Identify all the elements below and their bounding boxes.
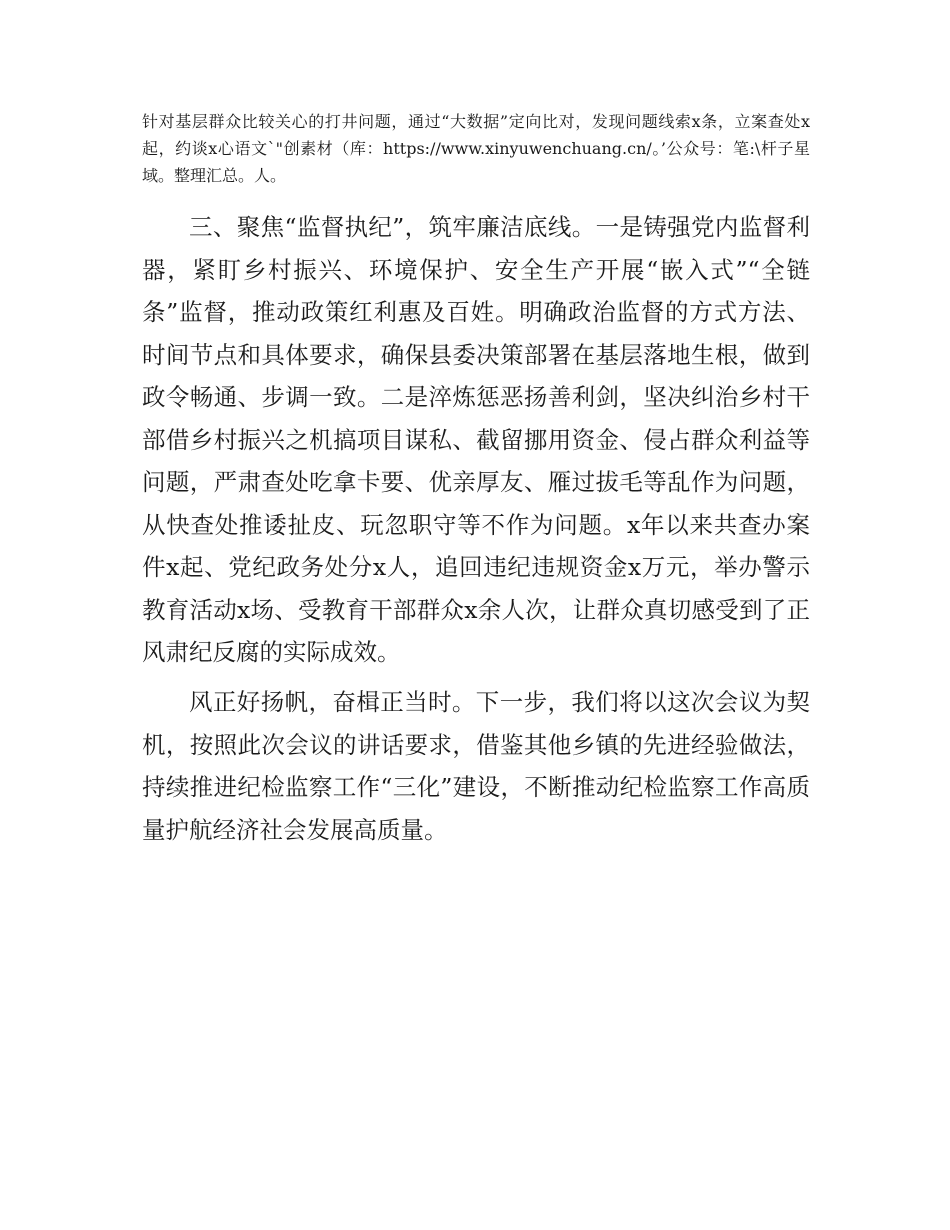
paragraph-supervision: 三、聚焦“监督执纪”，筑牢廉洁底线。一是铸强党内监督利器，紧盯乡村振兴、环境保护、安全生产开展“嵌入式”“全链条”监督，推动政策红利惠及百姓。明确政治监督的方式方法、时间节点和具体要求，确保县委决策部署在基层落地生根，做到政令畅通、步调一致。二是淬炼惩恶扬善利剑，坚决纠治乡村干部借乡村振兴之机搞项目谋私、截留挪用资金、侵占群众利益等问题，严肃查处吃拿卡要、优亲厚友、雁过拔毛等乱作为问题，从快查处推诿扯皮、玩忽职守等不作为问题。x年以来共查办案件x起、党纪政务处分x人，追回违纪违规资金x万元，举办警示教育活动x场、受教育干部群众x余人次，让群众真切感受到了正风肃纪反腐的实际成效。 [142, 213, 810, 666]
paragraph-continued: 针对基层群众比较关心的打井问题，通过“大数据”定向比对，发现问题线索x条，立案查处x起，约谈x心语文`"创素材（库：https://www.xinyuwenchuang.cn/。’公众号：笔:\杆子星域。整理汇总。人。 [142, 112, 810, 185]
paragraph-conclusion: 风正好扬帆，奋楫正当时。下一步，我们将以这次会议为契机，按照此次会议的讲话要求，借鉴其他乡镇的先进经验做法，持续推进纪检监察工作“三化”建设，不断推动纪检监察工作高质量护航经济社会发展高质量。 [142, 688, 810, 844]
document-page [142, 0, 810, 1230]
